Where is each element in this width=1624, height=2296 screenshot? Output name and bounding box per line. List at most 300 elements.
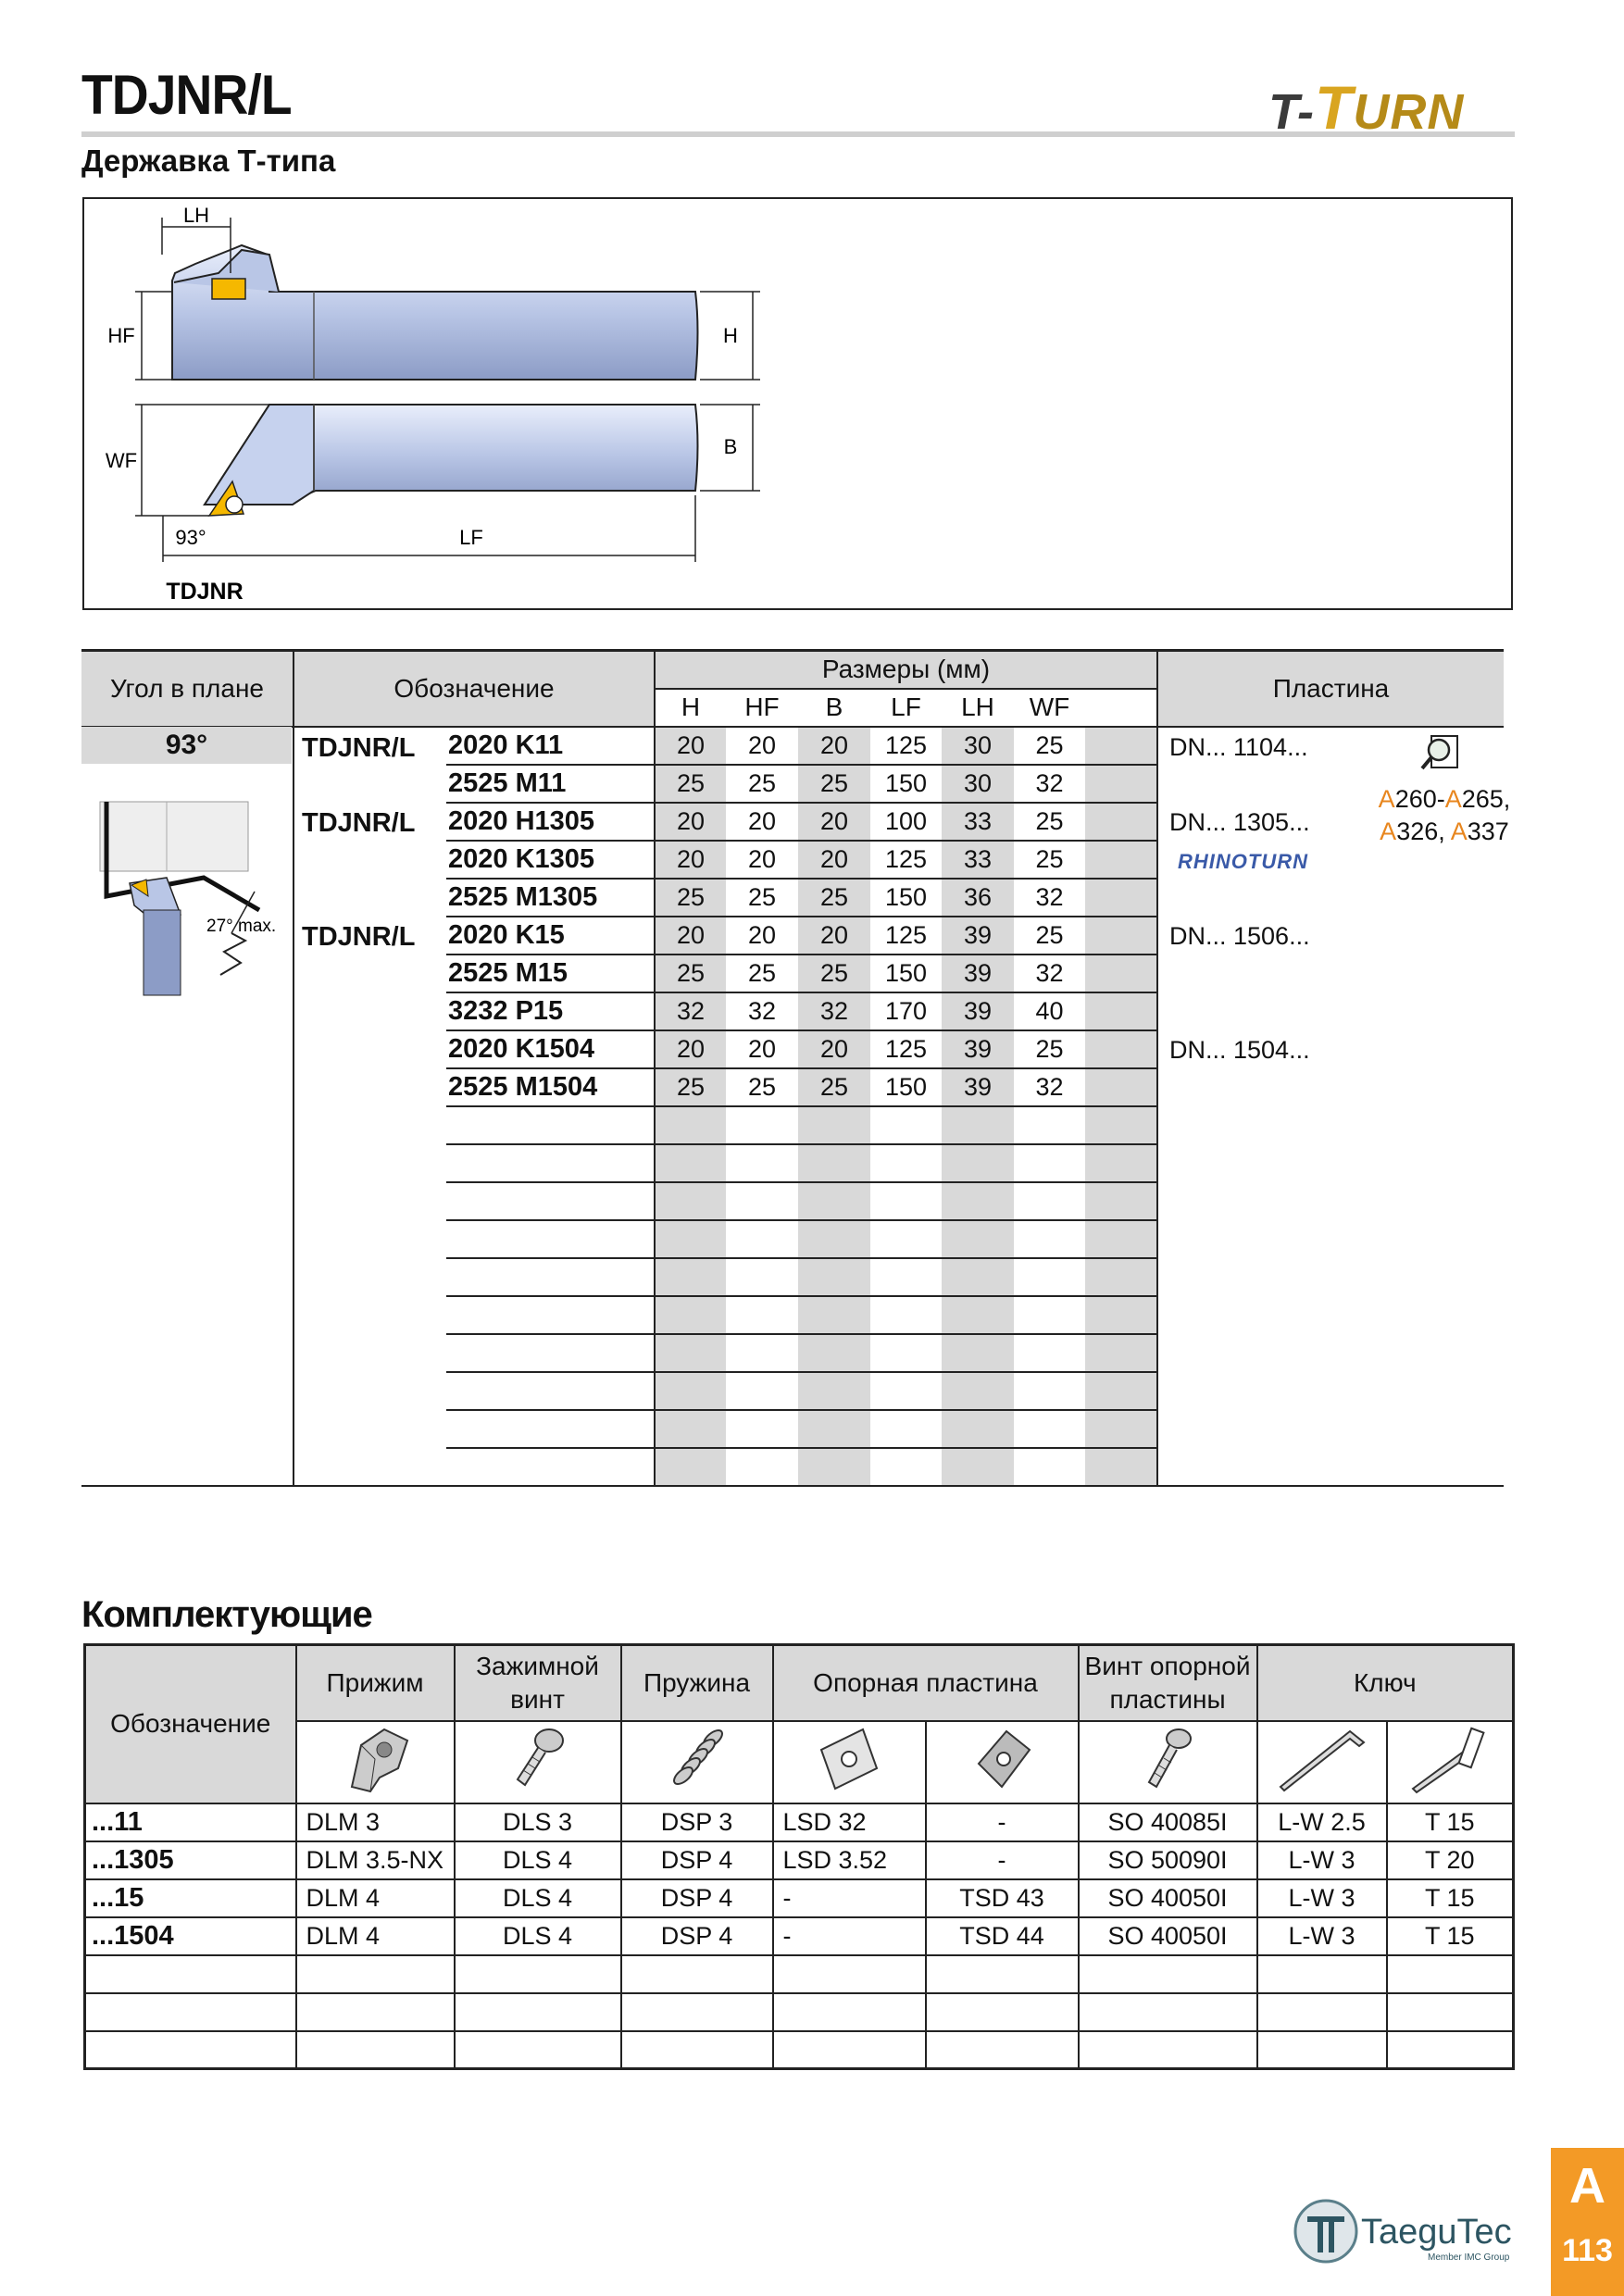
- cell-empty: [798, 1106, 870, 1144]
- designation-code: 2525 M1305: [446, 879, 655, 917]
- cell-empty: [773, 2031, 926, 2069]
- taegutec-logo: [1289, 2190, 1530, 2273]
- cell-empty: [870, 1372, 942, 1410]
- cell-empty: [1014, 1144, 1085, 1182]
- cell-empty: [1387, 2031, 1514, 2069]
- approach-angle-icon: [93, 794, 278, 998]
- designation-code: [446, 1258, 655, 1296]
- cell-wf: 25: [1014, 1030, 1085, 1068]
- cell-lf: 150: [870, 765, 942, 803]
- cell-spare: [1085, 1144, 1157, 1182]
- cell-empty: [798, 1410, 870, 1448]
- cell-hf: 25: [726, 1068, 798, 1106]
- cell-shim-screw: SO 50090I: [1079, 1841, 1257, 1879]
- cell-empty: [942, 1448, 1014, 1486]
- dim-label-h: H: [723, 324, 738, 347]
- cell-empty: [726, 1220, 798, 1258]
- cell-spare: [1085, 1258, 1157, 1296]
- cell-empty: [798, 1220, 870, 1258]
- cell-empty: [655, 1182, 726, 1220]
- cell-empty: [655, 1106, 726, 1144]
- cell-empty: [726, 1106, 798, 1144]
- cell-empty: [942, 1410, 1014, 1448]
- cell-wf: 25: [1014, 803, 1085, 841]
- series-cell: TDJNR/L: [302, 807, 416, 838]
- cell-shim-alt: TSD 44: [926, 1917, 1079, 1955]
- cell-empty: [942, 1334, 1014, 1372]
- insert-code: DN... 1305...: [1169, 807, 1310, 836]
- cell-empty: [726, 1182, 798, 1220]
- col-header-insert: Пластина: [1157, 651, 1504, 727]
- cell-empty: [655, 1372, 726, 1410]
- table-row: [81, 917, 1504, 955]
- designation-code: [446, 1220, 655, 1258]
- designation-code: [446, 1334, 655, 1372]
- dim-label-b: B: [723, 435, 738, 458]
- cell-empty: [942, 1372, 1014, 1410]
- designation-code: [446, 1372, 655, 1410]
- cell-empty: [926, 2031, 1079, 2069]
- table-row: [81, 1030, 1504, 1068]
- cell-hf: 20: [726, 841, 798, 879]
- designation-code: 2020 K11: [446, 727, 655, 765]
- cell-spare: [1085, 992, 1157, 1030]
- cell-spare: [1085, 1410, 1157, 1448]
- cell-empty: [455, 1993, 621, 2031]
- shim-hole-icon: [926, 1721, 1079, 1803]
- cell-lh: 30: [942, 765, 1014, 803]
- cell-b: 25: [798, 1068, 870, 1106]
- accessory-row-empty: [85, 1993, 1514, 2031]
- dim-label-wf: WF: [105, 449, 138, 472]
- section-letter: A: [1569, 2158, 1605, 2214]
- cell-hf: 25: [726, 879, 798, 917]
- accessory-designation: ...1305: [85, 1841, 296, 1879]
- cell-empty: [1257, 1955, 1387, 1993]
- table-header-row: [81, 651, 1504, 689]
- cell-spare: [1085, 841, 1157, 879]
- cell-empty: [85, 2031, 296, 2069]
- dim-label-lh: LH: [182, 204, 210, 227]
- cell-spring: DSP 4: [621, 1879, 773, 1917]
- cell-clamp: DLM 4: [296, 1879, 455, 1917]
- cell-empty: [1014, 1106, 1085, 1144]
- cell-spare: [1085, 1220, 1157, 1258]
- cell-empty: [655, 1144, 726, 1182]
- acc-header-key: Ключ: [1257, 1645, 1514, 1721]
- dimensions-table: [81, 649, 1504, 1487]
- accessory-row-empty: [85, 1955, 1514, 1993]
- cell-spring: DSP 3: [621, 1803, 773, 1841]
- cell-empty: [621, 2031, 773, 2069]
- cell-spare: [1085, 917, 1157, 955]
- cell-h: 20: [655, 841, 726, 879]
- cell-h: 20: [655, 917, 726, 955]
- cell-spring: DSP 4: [621, 1841, 773, 1879]
- cell-empty: [655, 1448, 726, 1486]
- insert-side: [212, 279, 245, 299]
- cell-empty: [621, 1993, 773, 2031]
- accessory-row: [85, 1879, 1514, 1917]
- cell-lf: 125: [870, 917, 942, 955]
- cell-hf: 25: [726, 765, 798, 803]
- cell-wf: 25: [1014, 727, 1085, 765]
- top-view: [205, 405, 698, 516]
- cell-empty: [726, 1296, 798, 1334]
- cell-empty: [726, 1372, 798, 1410]
- cell-wf: 25: [1014, 841, 1085, 879]
- accessory-row: [85, 1841, 1514, 1879]
- cell-lh: 33: [942, 841, 1014, 879]
- cell-empty: [870, 1448, 942, 1486]
- table-row: [81, 803, 1504, 841]
- cell-empty: [621, 1955, 773, 1993]
- insert-code: DN... 1104...: [1169, 732, 1308, 761]
- cell-empty: [942, 1220, 1014, 1258]
- cell-empty: [870, 1334, 942, 1372]
- cell-shim-screw: SO 40050I: [1079, 1917, 1257, 1955]
- spring-icon: [621, 1721, 773, 1803]
- cell-clamp: DLM 3.5-NX: [296, 1841, 455, 1879]
- cell-empty: [726, 1334, 798, 1372]
- insert-code: DN... 1504...: [1169, 1035, 1310, 1064]
- page-title: TDJNR/L: [81, 64, 292, 126]
- cell-empty: [85, 1993, 296, 2031]
- shim-icon: [773, 1721, 926, 1803]
- cell-empty: [942, 1258, 1014, 1296]
- cell-empty: [1079, 2031, 1257, 2069]
- cell-clamp-screw: DLS 4: [455, 1841, 621, 1879]
- cell-wf: 25: [1014, 917, 1085, 955]
- designation-code: [446, 1410, 655, 1448]
- cell-lh: 36: [942, 879, 1014, 917]
- insert-code: DN... 1506...: [1169, 921, 1310, 950]
- cell-b: 20: [798, 727, 870, 765]
- cell-wf: 32: [1014, 765, 1085, 803]
- cell-spare: [1085, 955, 1157, 992]
- cell-spare: [1085, 1106, 1157, 1144]
- hex-key-icon: [1257, 1721, 1387, 1803]
- cell-hex-key: L-W 3: [1257, 1879, 1387, 1917]
- page-number: 113: [1562, 2233, 1613, 2268]
- cell-spare: [1085, 1030, 1157, 1068]
- cell-lf: 125: [870, 841, 942, 879]
- cell-shim: -: [773, 1917, 926, 1955]
- cell-empty: [1387, 1993, 1514, 2031]
- angle-value: 93°: [81, 727, 292, 764]
- cell-empty: [1257, 1993, 1387, 2031]
- cell-wf: 32: [1014, 879, 1085, 917]
- cell-empty: [85, 1955, 296, 1993]
- cell-empty: [1387, 1955, 1514, 1993]
- cell-empty: [798, 1372, 870, 1410]
- cell-empty: [1014, 1182, 1085, 1220]
- cell-empty: [870, 1296, 942, 1334]
- cell-lf: 125: [870, 1030, 942, 1068]
- designation-code: 2020 K15: [446, 917, 655, 955]
- taegutec-tagline: Member IMC Group: [1428, 2252, 1510, 2263]
- designation-code: 2525 M1504: [446, 1068, 655, 1106]
- cell-empty: [296, 1993, 455, 2031]
- page-subtitle: Державка Т-типа: [81, 144, 336, 178]
- cell-hf: 20: [726, 803, 798, 841]
- cell-empty: [942, 1144, 1014, 1182]
- cell-hf: 20: [726, 727, 798, 765]
- acc-header-shim-screw: Винт опорной пластины: [1079, 1645, 1257, 1721]
- designation-code: [446, 1296, 655, 1334]
- tturn-logo-part1: T-: [1268, 84, 1315, 140]
- cell-spare: [1085, 1068, 1157, 1106]
- cell-spare: [1085, 765, 1157, 803]
- cell-h: 25: [655, 955, 726, 992]
- cell-hex-key: L-W 3: [1257, 1917, 1387, 1955]
- cell-hf: 32: [726, 992, 798, 1030]
- cell-torx-key: T 15: [1387, 1803, 1514, 1841]
- cell-lh: 39: [942, 955, 1014, 992]
- cell-spare: [1085, 727, 1157, 765]
- cell-lh: 39: [942, 992, 1014, 1030]
- reference-pages: A260-A265, A326, A337: [1378, 785, 1511, 845]
- tool-drawing: [84, 199, 1511, 608]
- rhinoturn-logo: RHINOTURN: [1178, 850, 1308, 873]
- cell-empty: [1014, 1220, 1085, 1258]
- accessories-table: [83, 1643, 1515, 2070]
- cell-spring: DSP 4: [621, 1917, 773, 1955]
- cell-empty: [296, 1955, 455, 1993]
- cell-empty: [655, 1410, 726, 1448]
- cell-empty: [1079, 1955, 1257, 1993]
- cell-shim-screw: SO 40085I: [1079, 1803, 1257, 1841]
- cell-b: 25: [798, 765, 870, 803]
- series-cell: TDJNR/L: [302, 732, 416, 763]
- tturn-logo: [1268, 72, 1464, 143]
- cell-empty: [773, 1993, 926, 2031]
- col-header-b: B: [798, 689, 870, 727]
- col-header-lf: LF: [870, 689, 942, 727]
- designation-code: [446, 1182, 655, 1220]
- clamp-icon: [296, 1721, 455, 1803]
- cell-torx-key: T 15: [1387, 1879, 1514, 1917]
- cell-spare: [1085, 1372, 1157, 1410]
- designation-code: 2020 K1305: [446, 841, 655, 879]
- cell-lf: 150: [870, 879, 942, 917]
- acc-header-shim: Опорная пластина: [773, 1645, 1079, 1721]
- cell-clamp: DLM 3: [296, 1803, 455, 1841]
- cell-spare: [1085, 1182, 1157, 1220]
- cell-shim: -: [773, 1879, 926, 1917]
- tturn-logo-part3: URN: [1353, 84, 1465, 140]
- acc-header-spring: Пружина: [621, 1645, 773, 1721]
- designation-code: 2020 H1305: [446, 803, 655, 841]
- cell-wf: 32: [1014, 1068, 1085, 1106]
- cell-hex-key: L-W 3: [1257, 1841, 1387, 1879]
- accessory-row: [85, 1917, 1514, 1955]
- accessory-designation: ...1504: [85, 1917, 296, 1955]
- cell-empty: [655, 1296, 726, 1334]
- cell-wf: 32: [1014, 955, 1085, 992]
- designation-code: 2525 M15: [446, 955, 655, 992]
- side-view: [172, 245, 698, 380]
- cell-lh: 39: [942, 917, 1014, 955]
- cell-b: 20: [798, 803, 870, 841]
- col-header-lh: LH: [942, 689, 1014, 727]
- cell-shim-alt: -: [926, 1841, 1079, 1879]
- tool-drawing-box: [82, 197, 1513, 610]
- cell-clamp-screw: DLS 4: [455, 1879, 621, 1917]
- cell-empty: [655, 1220, 726, 1258]
- accessories-header-row: [85, 1645, 1514, 1721]
- cell-h: 20: [655, 803, 726, 841]
- cell-shim-screw: SO 40050I: [1079, 1879, 1257, 1917]
- cell-empty: [455, 1955, 621, 1993]
- cell-empty: [926, 1955, 1079, 1993]
- cell-b: 25: [798, 879, 870, 917]
- cell-empty: [1014, 1410, 1085, 1448]
- shim-screw-icon: [1079, 1721, 1257, 1803]
- accessory-designation: ...11: [85, 1803, 296, 1841]
- cell-lh: 39: [942, 1030, 1014, 1068]
- insert-cell: [1157, 917, 1504, 1030]
- cell-empty: [870, 1410, 942, 1448]
- cell-clamp: DLM 4: [296, 1917, 455, 1955]
- cell-spare: [1085, 1448, 1157, 1486]
- accessory-row: [85, 1803, 1514, 1841]
- cell-lh: 33: [942, 803, 1014, 841]
- cell-shim: LSD 32: [773, 1803, 926, 1841]
- cell-torx-key: T 15: [1387, 1917, 1514, 1955]
- cell-hex-key: L-W 2.5: [1257, 1803, 1387, 1841]
- cell-empty: [798, 1258, 870, 1296]
- clamp-screw-icon: [455, 1721, 621, 1803]
- taegutec-wordmark: TaeguTec: [1361, 2213, 1512, 2252]
- cell-empty: [798, 1334, 870, 1372]
- cell-b: 20: [798, 841, 870, 879]
- cell-h: 25: [655, 1068, 726, 1106]
- cell-empty: [926, 1993, 1079, 2031]
- series-cell: TDJNR/L: [302, 921, 416, 952]
- cell-empty: [870, 1220, 942, 1258]
- col-header-angle: Угол в плане: [81, 651, 294, 727]
- cell-spare: [1085, 1334, 1157, 1372]
- cell-empty: [296, 2031, 455, 2069]
- mini-angle-label: 27° max.: [206, 917, 277, 936]
- cell-h: 32: [655, 992, 726, 1030]
- cell-b: 25: [798, 955, 870, 992]
- cell-empty: [798, 1448, 870, 1486]
- cell-empty: [1014, 1296, 1085, 1334]
- designation-code: [446, 1448, 655, 1486]
- cell-empty: [1014, 1334, 1085, 1372]
- series-cell: [294, 1030, 446, 1486]
- cell-empty: [942, 1296, 1014, 1334]
- cell-empty: [870, 1258, 942, 1296]
- cell-empty: [773, 1955, 926, 1993]
- cell-b: 32: [798, 992, 870, 1030]
- cell-empty: [870, 1106, 942, 1144]
- cell-empty: [726, 1410, 798, 1448]
- cell-empty: [870, 1182, 942, 1220]
- cell-b: 20: [798, 1030, 870, 1068]
- col-header-h: H: [655, 689, 726, 727]
- tturn-logo-part2: T: [1315, 73, 1354, 142]
- cell-empty: [870, 1144, 942, 1182]
- acc-header-clamp-screw: Зажимной винт: [455, 1645, 621, 1721]
- col-header-dimensions: Размеры (мм): [655, 651, 1157, 689]
- cell-empty: [726, 1144, 798, 1182]
- dim-label-hf: HF: [107, 324, 135, 347]
- col-header-wf: WF: [1014, 689, 1085, 727]
- cell-clamp-screw: DLS 3: [455, 1803, 621, 1841]
- designation-code: 2020 K1504: [446, 1030, 655, 1068]
- cell-h: 20: [655, 727, 726, 765]
- col-header-hf: HF: [726, 689, 798, 727]
- cell-empty: [655, 1334, 726, 1372]
- cell-empty: [1014, 1372, 1085, 1410]
- acc-header-clamp: Прижим: [296, 1645, 455, 1721]
- cell-lf: 100: [870, 803, 942, 841]
- cell-empty: [942, 1106, 1014, 1144]
- accessories-icon-row: [85, 1721, 1514, 1803]
- cell-empty: [1079, 1993, 1257, 2031]
- accessory-row-empty: [85, 2031, 1514, 2069]
- cell-empty: [798, 1182, 870, 1220]
- cell-empty: [455, 2031, 621, 2069]
- cell-hf: 20: [726, 917, 798, 955]
- cell-b: 20: [798, 917, 870, 955]
- cell-empty: [798, 1296, 870, 1334]
- accessories-title: Комплектующие: [81, 1594, 372, 1635]
- page-tab: [1551, 2148, 1624, 2296]
- cell-shim-alt: -: [926, 1803, 1079, 1841]
- designation-code: [446, 1144, 655, 1182]
- cell-lf: 150: [870, 1068, 942, 1106]
- cell-h: 20: [655, 1030, 726, 1068]
- cell-spare: [1085, 879, 1157, 917]
- cell-empty: [798, 1144, 870, 1182]
- cell-hf: 25: [726, 955, 798, 992]
- designation-code: 2525 M11: [446, 765, 655, 803]
- designation-code: 3232 P15: [446, 992, 655, 1030]
- cell-spare: [1085, 803, 1157, 841]
- cell-spare: [1085, 1296, 1157, 1334]
- dim-label-lf: LF: [459, 526, 483, 549]
- cell-wf: 40: [1014, 992, 1085, 1030]
- table-row: [81, 727, 1504, 765]
- cell-lf: 170: [870, 992, 942, 1030]
- cell-lh: 39: [942, 1068, 1014, 1106]
- cell-empty: [1014, 1448, 1085, 1486]
- cell-shim-alt: TSD 43: [926, 1879, 1079, 1917]
- cell-empty: [1014, 1258, 1085, 1296]
- cell-lh: 30: [942, 727, 1014, 765]
- drawing-caption: TDJNR: [166, 579, 244, 605]
- torx-key-icon: [1387, 1721, 1514, 1803]
- cell-h: 25: [655, 879, 726, 917]
- designation-code: [446, 1106, 655, 1144]
- cell-lf: 125: [870, 727, 942, 765]
- cell-h: 25: [655, 765, 726, 803]
- insert-cell: [1157, 1030, 1504, 1486]
- dim-label-angle: 93°: [175, 526, 206, 549]
- cell-torx-key: T 20: [1387, 1841, 1514, 1879]
- cell-empty: [726, 1448, 798, 1486]
- col-header-designation: Обозначение: [294, 651, 655, 727]
- cell-empty: [655, 1258, 726, 1296]
- cell-empty: [942, 1182, 1014, 1220]
- magnifier-icon: [1418, 731, 1465, 776]
- accessory-designation: ...15: [85, 1879, 296, 1917]
- cell-empty: [1257, 2031, 1387, 2069]
